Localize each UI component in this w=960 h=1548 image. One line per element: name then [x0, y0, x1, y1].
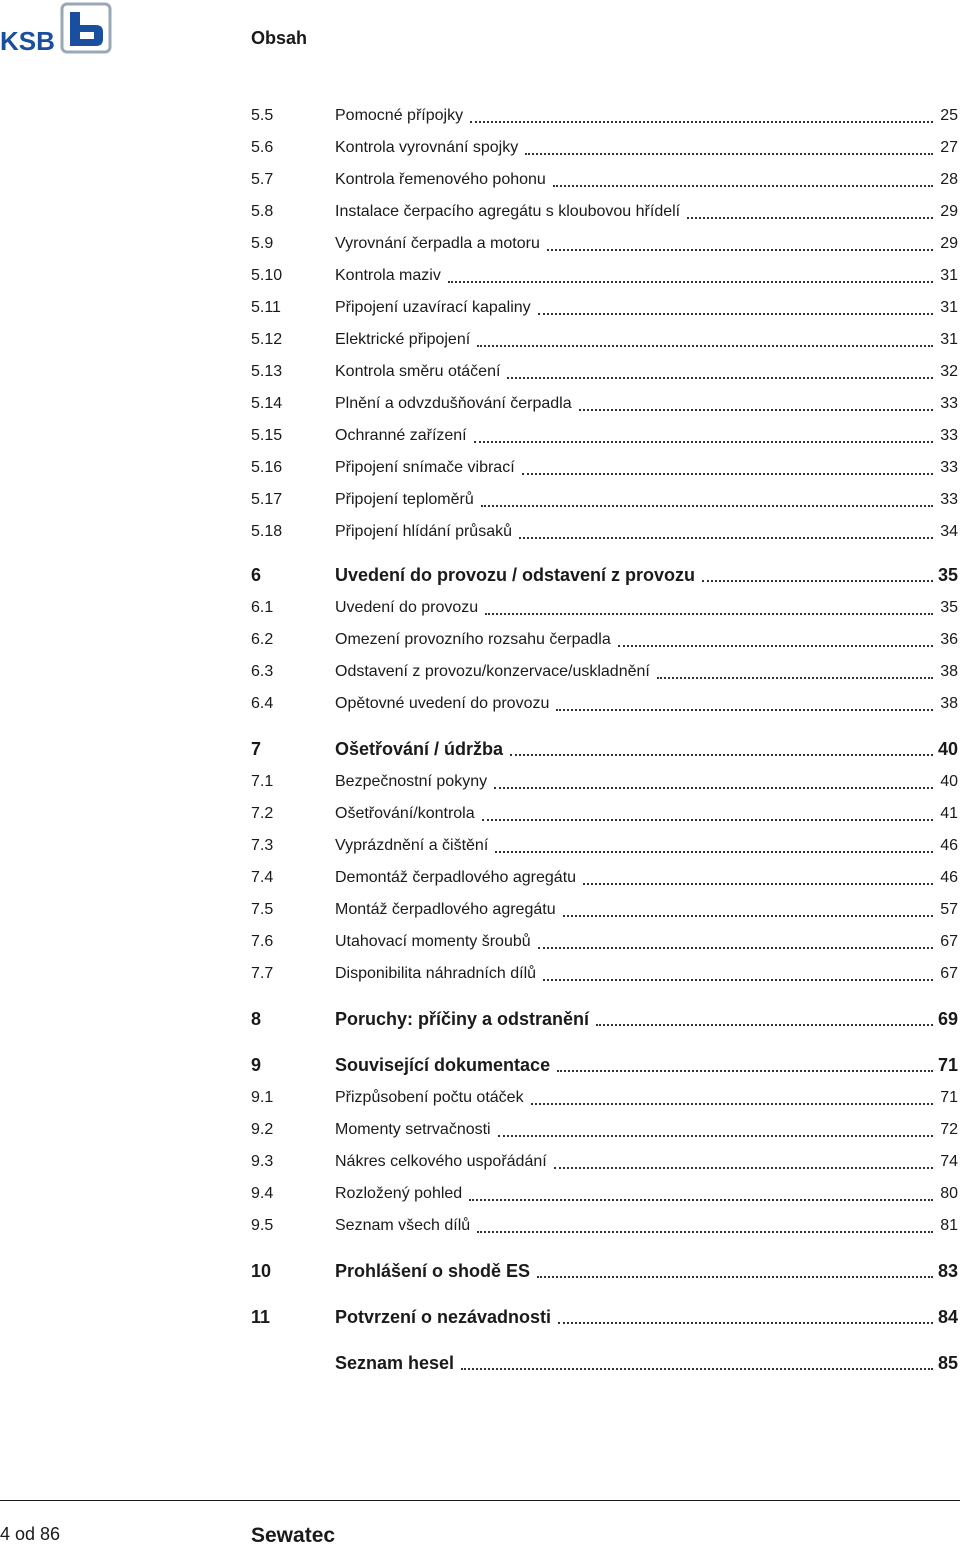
toc-entry[interactable]	[251, 830, 960, 862]
toc-entry[interactable]	[251, 484, 960, 516]
toc-entry[interactable]	[251, 624, 960, 656]
toc-leader-dots	[537, 1276, 933, 1278]
toc-leader-dots	[554, 1167, 933, 1169]
toc-leader-dots	[522, 473, 933, 475]
toc-page-number: 29	[940, 203, 958, 220]
toc-page-number: 74	[940, 1153, 958, 1170]
toc-page-number: 69	[937, 1008, 958, 1029]
toc-entry[interactable]	[251, 516, 960, 548]
toc-number: 10	[251, 1260, 272, 1281]
toc-page-number: 41	[940, 805, 958, 822]
toc-page-number: 28	[940, 171, 958, 188]
page-title: Obsah	[251, 28, 308, 48]
ksb-logo	[0, 2, 120, 54]
toc-leader-dots	[583, 883, 933, 885]
toc-title: Montáž čerpadlového agregátu	[335, 901, 556, 918]
toc-title: Ošetřování / údržba	[335, 738, 504, 759]
product-name: Sewatec	[251, 1524, 336, 1547]
toc-leader-dots	[477, 1231, 933, 1233]
page-number: 4 od 86	[0, 1524, 61, 1544]
toc-entry[interactable]	[251, 1178, 960, 1210]
toc-number: 7.7	[251, 965, 274, 982]
toc-number: 9.4	[251, 1185, 274, 1202]
toc-page-number: 71	[937, 1054, 958, 1075]
toc-leader-dots	[547, 249, 933, 251]
toc-number: 9.1	[251, 1089, 274, 1106]
toc-number: 5.9	[251, 235, 274, 252]
toc-entry[interactable]	[251, 324, 960, 356]
toc-page-number: 32	[940, 363, 958, 380]
toc-page-number: 31	[940, 331, 958, 348]
toc-number: 5.17	[251, 491, 283, 508]
toc-leader-dots	[470, 121, 933, 123]
toc-title: Kontrola řemenového pohonu	[335, 171, 546, 188]
toc-number: 7.6	[251, 933, 274, 950]
toc-title: Rozložený pohled	[335, 1185, 463, 1202]
toc-leader-dots	[596, 1024, 933, 1026]
toc-title: Kontrola směru otáčení	[335, 363, 501, 380]
toc-number: 5.6	[251, 139, 274, 156]
toc-page-number: 71	[940, 1089, 958, 1106]
toc-number: 5.18	[251, 523, 283, 540]
toc-entry[interactable]	[251, 356, 960, 388]
toc-page-number: 35	[937, 564, 958, 585]
footer-divider	[0, 1500, 960, 1501]
toc-title: Momenty setrvačnosti	[335, 1121, 491, 1138]
toc-number: 9.5	[251, 1217, 274, 1234]
toc-entry[interactable]	[251, 132, 960, 164]
toc-leader-dots	[687, 217, 933, 219]
toc-number: 5.13	[251, 363, 283, 380]
toc-number: 5.10	[251, 267, 283, 284]
toc-title: Potvrzení o nezávadnosti	[335, 1306, 552, 1327]
toc-page-number: 33	[940, 395, 958, 412]
toc-entry[interactable]	[251, 1114, 960, 1146]
toc-title: Seznam všech dílů	[335, 1217, 471, 1234]
toc-entry[interactable]	[251, 656, 960, 688]
toc-title: Prohlášení o shodě ES	[335, 1260, 531, 1281]
toc-page-number: 31	[940, 299, 958, 316]
toc-title: Instalace čerpacího agregátu s kloubovou hřídelí	[335, 203, 681, 220]
toc-number: 5.15	[251, 427, 283, 444]
toc-title: Utahovací momenty šroubů	[335, 933, 531, 950]
toc-leader-dots	[543, 979, 933, 981]
toc-leader-dots	[519, 537, 933, 539]
toc-leader-dots	[558, 1322, 933, 1324]
toc-entry[interactable]	[251, 1146, 960, 1178]
toc-entry[interactable]	[251, 1210, 960, 1242]
toc-entry[interactable]	[251, 196, 960, 228]
toc-leader-dots	[563, 915, 933, 917]
toc-page-number: 67	[940, 965, 958, 982]
table-of-contents	[251, 100, 960, 1380]
toc-title: Připojení snímače vibrací	[335, 459, 515, 476]
toc-number: 7.5	[251, 901, 274, 918]
toc-leader-dots	[469, 1199, 933, 1201]
toc-leader-dots	[485, 613, 933, 615]
toc-title: Opětovné uvedení do provozu	[335, 695, 550, 712]
toc-entry[interactable]	[251, 228, 960, 260]
toc-leader-dots	[556, 709, 933, 711]
toc-page-number: 33	[940, 491, 958, 508]
logo-text: KSB	[0, 26, 55, 54]
toc-entry[interactable]	[251, 292, 960, 324]
toc-chapter-entry[interactable]	[251, 1254, 960, 1288]
toc-page-number: 35	[940, 599, 958, 616]
toc-title: Elektrické připojení	[335, 331, 471, 348]
toc-chapter-entry[interactable]	[251, 1346, 960, 1380]
toc-leader-dots	[474, 441, 933, 443]
toc-page-number: 33	[940, 459, 958, 476]
toc-chapter-entry[interactable]	[251, 558, 960, 592]
toc-leader-dots	[538, 313, 933, 315]
toc-number: 7.3	[251, 837, 274, 854]
toc-number: 11	[251, 1306, 271, 1327]
toc-number: 5.16	[251, 459, 283, 476]
toc-entry[interactable]	[251, 1082, 960, 1114]
toc-title: Ošetřování/kontrola	[335, 805, 475, 822]
toc-chapter-entry[interactable]	[251, 1048, 960, 1082]
toc-number: 6.4	[251, 695, 274, 712]
toc-leader-dots	[510, 754, 933, 756]
toc-page-number: 40	[940, 773, 958, 790]
toc-number: 9.2	[251, 1121, 274, 1138]
toc-page-number: 31	[940, 267, 958, 284]
toc-leader-dots	[538, 947, 933, 949]
toc-number: 6.2	[251, 631, 274, 648]
toc-leader-dots	[481, 505, 933, 507]
toc-number: 7.1	[251, 773, 274, 790]
toc-title: Plnění a odvzdušňování čerpadla	[335, 395, 572, 412]
toc-number: 5.12	[251, 331, 283, 348]
toc-leader-dots	[531, 1103, 933, 1105]
toc-number: 5.11	[251, 299, 281, 316]
toc-leader-dots	[553, 185, 933, 187]
toc-title: Připojení uzavírací kapaliny	[335, 299, 531, 316]
toc-page-number: 25	[940, 107, 958, 124]
toc-title: Připojení teploměrů	[335, 491, 474, 508]
toc-title: Vyrovnání čerpadla a motoru	[335, 235, 540, 252]
toc-title: Přizpůsobení počtu otáček	[335, 1089, 524, 1106]
toc-title: Kontrola vyrovnání spojky	[335, 139, 519, 156]
toc-page-number: 38	[940, 663, 958, 680]
toc-entry[interactable]	[251, 862, 960, 894]
toc-entry[interactable]	[251, 164, 960, 196]
toc-chapter-entry[interactable]	[251, 1300, 960, 1334]
toc-entry[interactable]	[251, 388, 960, 420]
toc-entry[interactable]	[251, 766, 960, 798]
toc-page-number: 80	[940, 1185, 958, 1202]
toc-page-number: 84	[937, 1306, 958, 1327]
toc-title: Uvedení do provozu / odstavení z provozu	[335, 564, 696, 585]
toc-title: Odstavení z provozu/konzervace/uskladnění	[335, 663, 650, 680]
toc-page-number: 83	[937, 1260, 958, 1281]
toc-title: Vyprázdnění a čištění	[335, 837, 489, 854]
toc-leader-dots	[507, 377, 933, 379]
toc-entry[interactable]	[251, 958, 960, 990]
toc-number: 5.5	[251, 107, 274, 124]
toc-leader-dots	[498, 1135, 933, 1137]
toc-title: Seznam hesel	[335, 1352, 455, 1373]
toc-page-number: 38	[940, 695, 958, 712]
toc-title: Disponibilita náhradních dílů	[335, 965, 537, 982]
toc-page-number: 81	[940, 1217, 958, 1234]
toc-page-number: 40	[937, 738, 958, 759]
toc-number: 6.1	[251, 599, 274, 616]
toc-leader-dots	[579, 409, 933, 411]
toc-title: Ochranné zařízení	[335, 427, 467, 444]
toc-title: Uvedení do provozu	[335, 599, 479, 616]
toc-entry[interactable]	[251, 798, 960, 830]
toc-entry[interactable]	[251, 926, 960, 958]
toc-entry[interactable]	[251, 592, 960, 624]
toc-page-number: 46	[940, 837, 958, 854]
toc-entry[interactable]	[251, 452, 960, 484]
toc-title: Připojení hlídání průsaků	[335, 523, 512, 540]
toc-chapter-entry[interactable]	[251, 732, 960, 766]
toc-entry[interactable]	[251, 420, 960, 452]
toc-leader-dots	[495, 851, 933, 853]
toc-leader-dots	[448, 281, 933, 283]
toc-number: 6	[251, 564, 262, 585]
toc-page-number: 27	[940, 139, 958, 156]
toc-page-number: 34	[940, 523, 958, 540]
toc-leader-dots	[494, 787, 933, 789]
toc-page-number: 57	[940, 901, 958, 918]
toc-leader-dots	[618, 645, 933, 647]
toc-number: 5.7	[251, 171, 274, 188]
toc-page-number: 85	[937, 1352, 958, 1373]
toc-entry[interactable]	[251, 688, 960, 720]
toc-number: 5.14	[251, 395, 283, 412]
toc-title: Související dokumentace	[335, 1054, 551, 1075]
toc-title: Demontáž čerpadlového agregátu	[335, 869, 577, 886]
toc-page-number: 29	[940, 235, 958, 252]
toc-leader-dots	[477, 345, 933, 347]
toc-number: 6.3	[251, 663, 274, 680]
toc-page-number: 33	[940, 427, 958, 444]
toc-page-number: 36	[940, 631, 958, 648]
toc-title: Poruchy: příčiny a odstranění	[335, 1008, 590, 1029]
toc-leader-dots	[657, 677, 933, 679]
toc-title: Bezpečnostní pokyny	[335, 773, 488, 790]
toc-page-number: 67	[940, 933, 958, 950]
toc-number: 8	[251, 1008, 262, 1029]
toc-leader-dots	[525, 153, 933, 155]
toc-title: Kontrola maziv	[335, 267, 441, 284]
toc-number: 5.8	[251, 203, 274, 220]
toc-number: 9.3	[251, 1153, 274, 1170]
toc-leader-dots	[557, 1070, 933, 1072]
toc-number: 7	[251, 738, 262, 759]
toc-page-number: 72	[940, 1121, 958, 1138]
toc-title: Omezení provozního rozsahu čerpadla	[335, 631, 611, 648]
toc-page-number: 46	[940, 869, 958, 886]
toc-title: Nákres celkového uspořádání	[335, 1153, 547, 1170]
toc-number: 7.4	[251, 869, 274, 886]
toc-entry[interactable]	[251, 894, 960, 926]
toc-number: 9	[251, 1054, 262, 1075]
toc-leader-dots	[482, 819, 933, 821]
toc-leader-dots	[702, 580, 933, 582]
toc-number: 7.2	[251, 805, 274, 822]
toc-leader-dots	[461, 1368, 933, 1370]
toc-chapter-entry[interactable]	[251, 1002, 960, 1036]
toc-entry[interactable]	[251, 100, 960, 132]
toc-entry[interactable]	[251, 260, 960, 292]
toc-title: Pomocné přípojky	[335, 107, 464, 124]
